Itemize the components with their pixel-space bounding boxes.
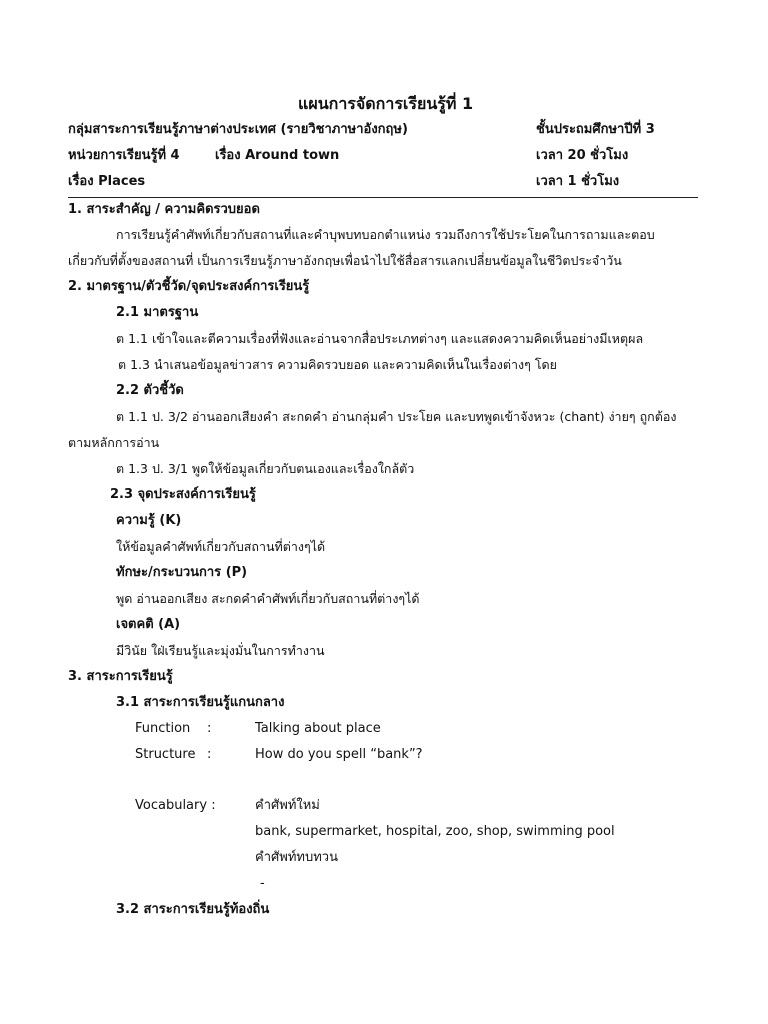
local-content-heading: 3.2 สาระการเรียนรู้ท้องถิ่น	[116, 902, 270, 917]
unit-topic: เรื่อง Around town	[215, 148, 340, 163]
structure-label: Structure	[135, 747, 196, 762]
section-2-heading: 2. มาตรฐาน/ตัวชี้วัด/จุดประสงค์การเรียนรู้	[68, 279, 310, 294]
vocabulary-label: Vocabulary :	[135, 798, 216, 813]
function-label: Function	[135, 721, 191, 736]
review-words-heading: คำศัพท์ทบทวน	[255, 850, 338, 865]
unit-number: หน่วยการเรียนรู้ที่ 4	[68, 148, 180, 163]
new-words-list: bank, supermarket, hospital, zoo, shop, swimming pool	[255, 824, 615, 839]
attitude-heading: เจตคติ (A)	[116, 617, 181, 632]
lesson-time: เวลา 1 ชั่วโมง	[536, 174, 620, 189]
page-title: แผนการจัดการเรียนรู้ที่ 1	[298, 94, 474, 113]
section-1-heading: 1. สาระสำคัญ / ความคิดรวบยอด	[68, 202, 260, 217]
review-words-list: -	[260, 876, 265, 891]
indicator-2: ต 1.3 ป. 3/1 พูดให้ข้อมูลเกี่ยวกับตนเองและเรื่องใกล้ตัว	[116, 461, 415, 476]
attitude-text: มีวินัย ใฝ่เรียนรู้และมุ่งมั่นในการทำงาน	[116, 643, 325, 658]
section-3-heading: 3. สาระการเรียนรู้	[68, 669, 173, 684]
unit-time: เวลา 20 ชั่วโมง	[536, 148, 629, 163]
new-words-heading: คำศัพท์ใหม่	[255, 798, 320, 813]
process-text: พูด อ่านออกเสียง สะกดคำคำศัพท์เกี่ยวกับสถานที่ต่างๆได้	[116, 591, 420, 606]
grade-level: ชั้นประถมศึกษาปีที่ 3	[536, 122, 655, 137]
standard-1: ต 1.1 เข้าใจและตีความเรื่องที่ฟังและอ่านจากสื่อประเภทต่างๆ และแสดงความคิดเห็นอย่างมีเหตุผล	[116, 331, 644, 346]
knowledge-text: ให้ข้อมูลคำศัพท์เกี่ยวกับสถานที่ต่างๆได้	[116, 539, 326, 554]
indicators-heading: 2.2 ตัวชี้วัด	[116, 383, 184, 398]
function-value: Talking about place	[255, 721, 381, 736]
knowledge-heading: ความรู้ (K)	[116, 513, 182, 528]
header-divider	[68, 197, 698, 198]
structure-colon: :	[207, 747, 212, 762]
objectives-heading: 2.3 จุดประสงค์การเรียนรู้	[110, 487, 256, 502]
standard-2: ต 1.3 นำเสนอข้อมูลข่าวสาร ความคิดรวบยอด และความคิดเห็นในเรื่องต่างๆ โดย	[118, 357, 557, 372]
subject-group: กลุ่มสาระการเรียนรู้ภาษาต่างประเทศ (รายวิชาภาษาอังกฤษ)	[68, 122, 408, 137]
structure-value: How do you spell “bank”?	[255, 747, 423, 762]
process-heading: ทักษะ/กระบวนการ (P)	[116, 565, 248, 580]
standards-heading: 2.1 มาตรฐาน	[116, 305, 199, 320]
function-colon: :	[207, 721, 212, 736]
indicator-1-line-1: ต 1.1 ป. 3/2 อ่านออกเสียงคำ สะกดคำ อ่านกลุ่มคำ ประโยค และบทพูดเข้าจังหวะ (chant) ง่ายๆ ถูกต้อง	[116, 409, 677, 424]
lesson-topic: เรื่อง Places	[68, 174, 146, 189]
concept-line-1: การเรียนรู้คำศัพท์เกี่ยวกับสถานที่และคำบุพบทบอกตำแหน่ง รวมถึงการใช้ประโยคในการถามและตอบ	[116, 227, 655, 242]
core-content-heading: 3.1 สาระการเรียนรู้แกนกลาง	[116, 695, 285, 710]
indicator-1-line-2: ตามหลักการอ่าน	[68, 435, 160, 450]
concept-line-2: เกี่ยวกับที่ตั้งของสถานที่ เป็นการเรียนรู้ภาษาอังกฤษเพื่อนำไปใช้สื่อสารแลกเปลี่ยนข้อมูลในชีวิตประจำวัน	[68, 253, 622, 268]
